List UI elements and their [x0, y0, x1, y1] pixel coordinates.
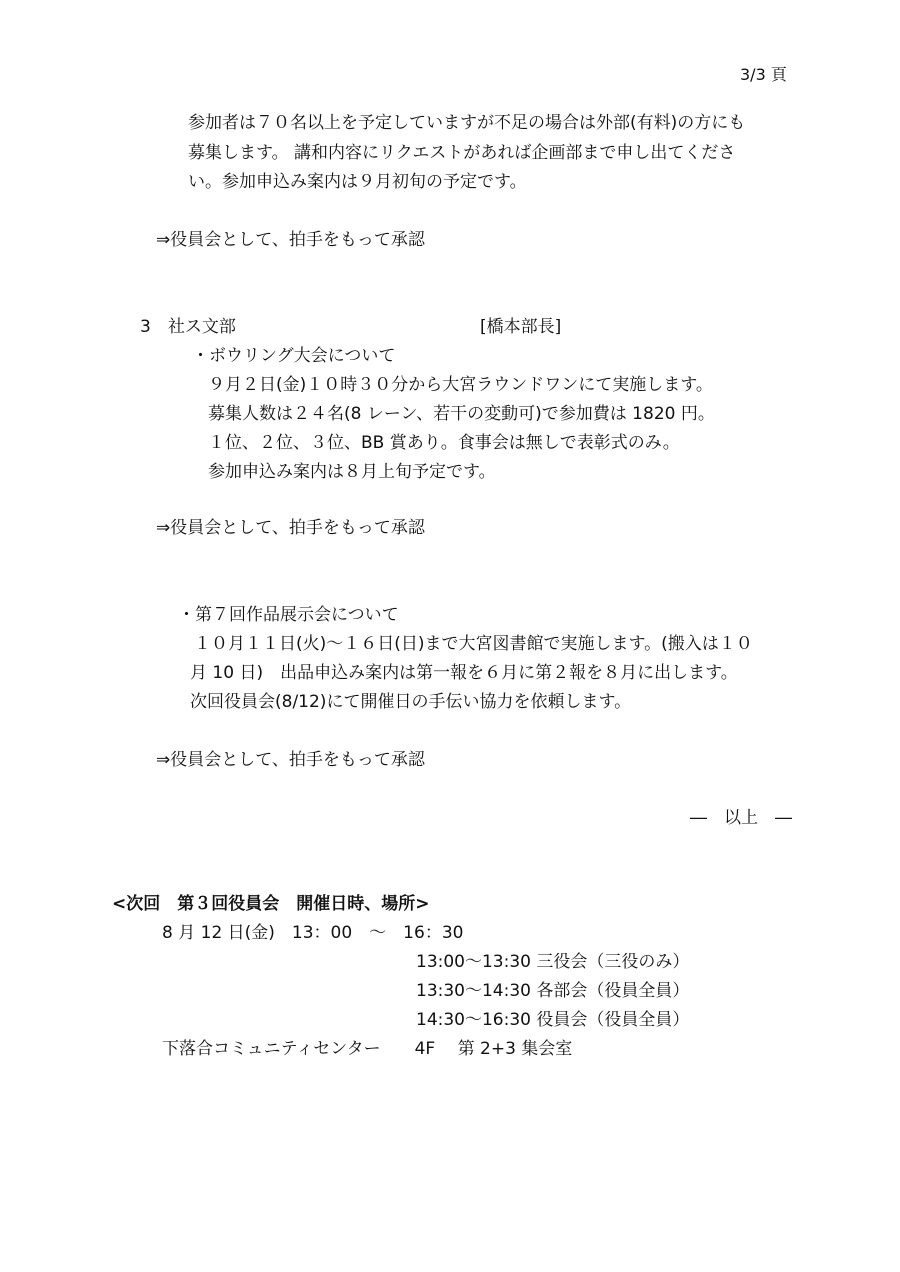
paragraph-line: 月 10 日) 出品申込み案内は第一報を６月に第２報を８月に出します。 — [190, 663, 738, 683]
paragraph-line: 募集します。 講和内容にリクエストがあれば企画部まで申し出てくださ — [188, 143, 736, 163]
section-heading: 3 社ス文部 — [140, 317, 236, 337]
schedule-item: 14:30～16:30 役員会（役員全員） — [416, 1010, 690, 1030]
approval-note: ⇒役員会として、拍手をもって承認 — [156, 750, 425, 770]
paragraph-line: １０月１１日(火)～１６日(日)まで大宮図書館で実施します。(搬入は１０ — [194, 634, 753, 654]
next-meeting-venue: 下落合コミュニティセンター 4F 第 2+3 集会室 — [162, 1039, 573, 1059]
paragraph-line: 次回役員会(8/12)にて開催日の手伝い協力を依頼します。 — [190, 692, 632, 712]
closing-mark: ― 以上 ― — [690, 808, 792, 828]
schedule-item: 13:30～14:30 各部会（役員全員） — [416, 981, 690, 1001]
paragraph-line: 参加者は７０名以上を予定していますが不足の場合は外部(有料)の方にも — [188, 113, 746, 133]
paragraph-line: 参加申込み案内は８月上旬予定です。 — [208, 462, 496, 482]
exhibition-title: ・第７回作品展示会について — [178, 605, 399, 625]
next-meeting-heading: <次回 第３回役員会 開催日時、場所> — [112, 894, 430, 914]
paragraph-line: 募集人数は２４名(8 レーン、若干の変動可)で参加費は 1820 円。 — [208, 404, 715, 424]
paragraph-line: い。参加申込み案内は９月初旬の予定です。 — [188, 172, 527, 192]
bowling-title: ・ボウリング大会について — [192, 346, 396, 366]
paragraph-line: １位、２位、３位、BB 賞あり。食事会は無しで表彰式のみ。 — [208, 433, 680, 453]
schedule-item: 13:00～13:30 三役会（三役のみ） — [416, 952, 690, 972]
approval-note: ⇒役員会として、拍手をもって承認 — [156, 518, 425, 538]
approval-note: ⇒役員会として、拍手をもって承認 — [156, 230, 425, 250]
paragraph-line: ９月２日(金)１０時３０分から大宮ラウンドワンにて実施します。 — [208, 375, 713, 395]
page-number: 3/3 頁 — [740, 65, 787, 84]
section-manager: [橋本部長] — [480, 317, 562, 337]
next-meeting-date: 8 月 12 日(金) 13：00 ～ 16：30 — [162, 923, 464, 943]
